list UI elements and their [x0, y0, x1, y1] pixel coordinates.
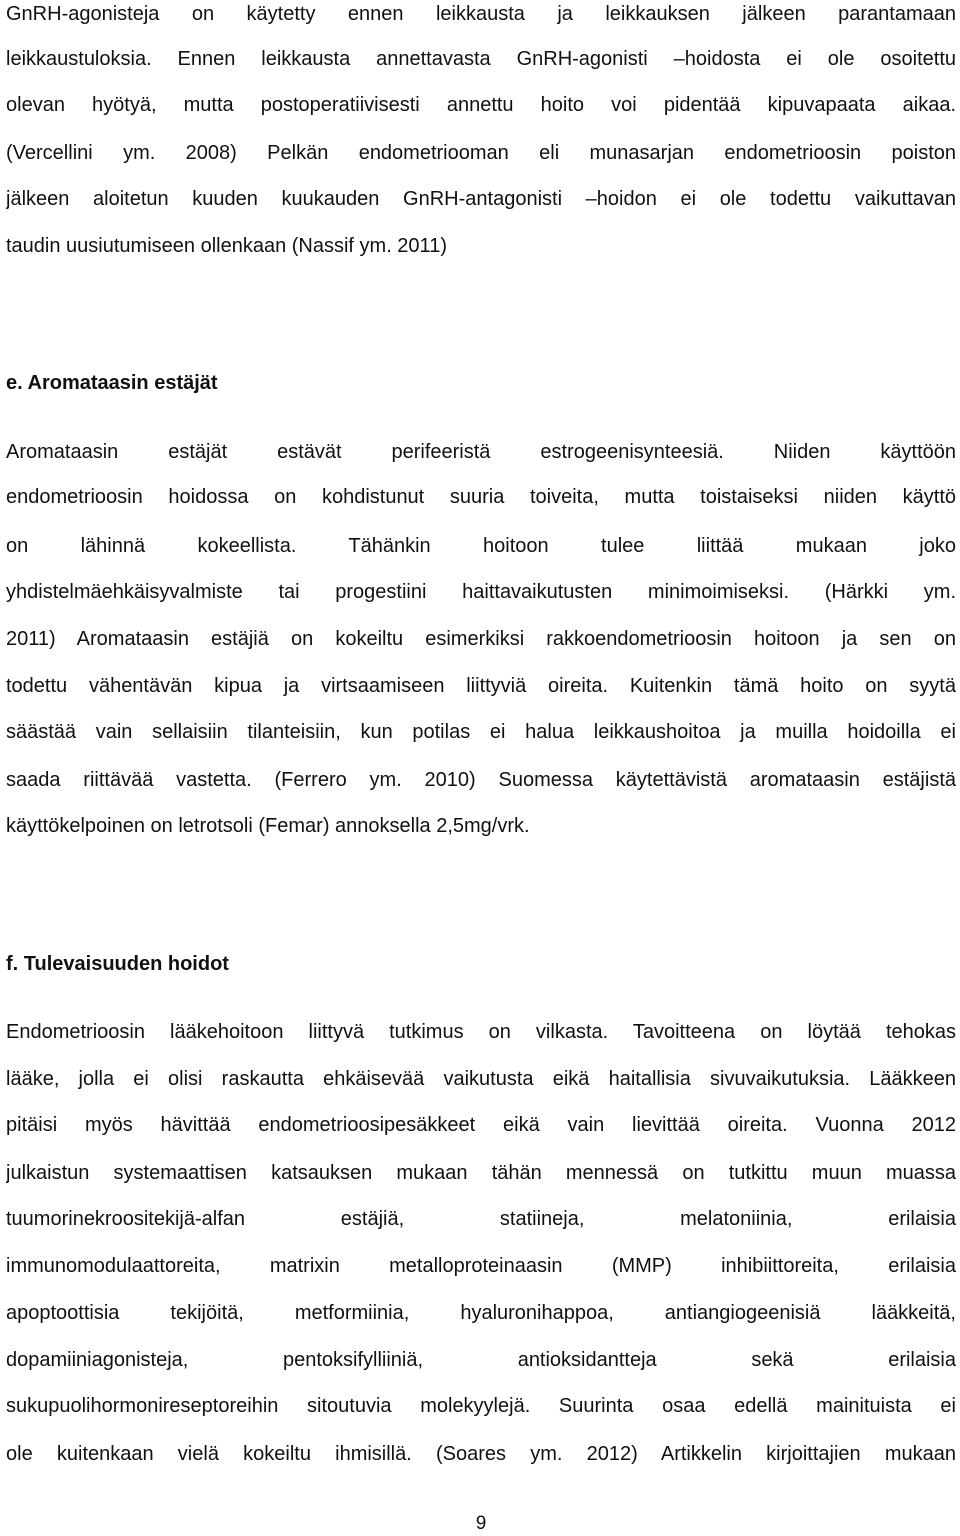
- document-page: [6, 0, 956, 1536]
- paragraph-line: säästää vain sellaisiin tilanteisiin, kun potilas ei halua leikkaushoitoa ja muilla hoidoilla ei: [6, 721, 956, 743]
- paragraph-line: leikkaustuloksia. Ennen leikkausta annettavasta GnRH-agonisti –hoidosta ei ole osoitettu: [6, 48, 956, 70]
- paragraph-line: pitäisi myös hävittää endometrioosipesäkkeet eikä vain lievittää oireita. Vuonna 2012: [6, 1114, 956, 1136]
- paragraph-line: Endometrioosin lääkehoitoon liittyvä tutkimus on vilkasta. Tavoitteena on löytää tehokas: [6, 1021, 956, 1043]
- paragraph-line: ole kuitenkaan vielä kokeiltu ihmisillä. (Soares ym. 2012) Artikkelin kirjoittajien mukaan: [6, 1443, 956, 1465]
- paragraph-line: saada riittävää vastetta. (Ferrero ym. 2010) Suomessa käytettävistä aromataasin estäjistä: [6, 769, 956, 791]
- paragraph-line: yhdistelmäehkäisyvalmiste tai progestiini haittavaikutusten minimoimiseksi. (Härkki ym.: [6, 581, 956, 603]
- paragraph-line: todettu vähentävän kipua ja virtsaamiseen liittyviä oireita. Kuitenkin tämä hoito on syytä: [6, 675, 956, 697]
- section-heading-future-treatments: f. Tulevaisuuden hoidot: [6, 953, 229, 975]
- paragraph-line: lääke, jolla ei olisi raskautta ehkäisevää vaikutusta eikä haitallisia sivuvaikutuksia. Lääkkeen: [6, 1068, 956, 1090]
- section-heading-aromatase-inhibitors: e. Aromataasin estäjät: [6, 372, 218, 394]
- paragraph-line: (Vercellini ym. 2008) Pelkän endometriooman eli munasarjan endometrioosin poiston: [6, 142, 956, 164]
- paragraph-line: apoptoottisia tekijöitä, metformiinia, hyaluronihappoa, antiangiogeenisiä lääkkeitä,: [6, 1302, 956, 1324]
- paragraph-line: 2011) Aromataasin estäjiä on kokeiltu esimerkiksi rakkoendometrioosin hoitoon ja sen on: [6, 628, 956, 650]
- paragraph-line: käyttökelpoinen on letrotsoli (Femar) annoksella 2,5mg/vrk.: [6, 815, 530, 837]
- paragraph-line: on lähinnä kokeellista. Tähänkin hoitoon tulee liittää mukaan joko: [6, 535, 956, 557]
- paragraph-line: tuumorinekroositekijä-alfan estäjiä, statiineja, melatoniinia, erilaisia: [6, 1208, 956, 1230]
- paragraph-line: GnRH-agonisteja on käytetty ennen leikkausta ja leikkauksen jälkeen parantamaan: [6, 3, 956, 25]
- paragraph-line: dopamiiniagonisteja, pentoksifylliiniä, antioksidantteja sekä erilaisia: [6, 1349, 956, 1371]
- paragraph-line: jälkeen aloitetun kuuden kuukauden GnRH-antagonisti –hoidon ei ole todettu vaikuttavan: [6, 188, 956, 210]
- paragraph-line: endometrioosin hoidossa on kohdistunut suuria toiveita, mutta toistaiseksi niiden käyttö: [6, 486, 956, 508]
- paragraph-line: immunomodulaattoreita, matrixin metalloproteinaasin (MMP) inhibiittoreita, erilaisia: [6, 1255, 956, 1277]
- page-number: 9: [475, 1513, 487, 1534]
- paragraph-line: sukupuolihormonireseptoreihin sitoutuvia molekyylejä. Suurinta osaa edellä mainituista ei: [6, 1395, 956, 1417]
- paragraph-line: olevan hyötyä, mutta postoperatiivisesti annettu hoito voi pidentää kipuvapaata aikaa.: [6, 94, 956, 116]
- paragraph-line: Aromataasin estäjät estävät perifeeristä estrogeenisynteesiä. Niiden käyttöön: [6, 441, 956, 463]
- paragraph-line: julkaistun systemaattisen katsauksen mukaan tähän mennessä on tutkittu muun muassa: [6, 1162, 956, 1184]
- paragraph-line: taudin uusiutumiseen ollenkaan (Nassif ym. 2011): [6, 235, 447, 257]
